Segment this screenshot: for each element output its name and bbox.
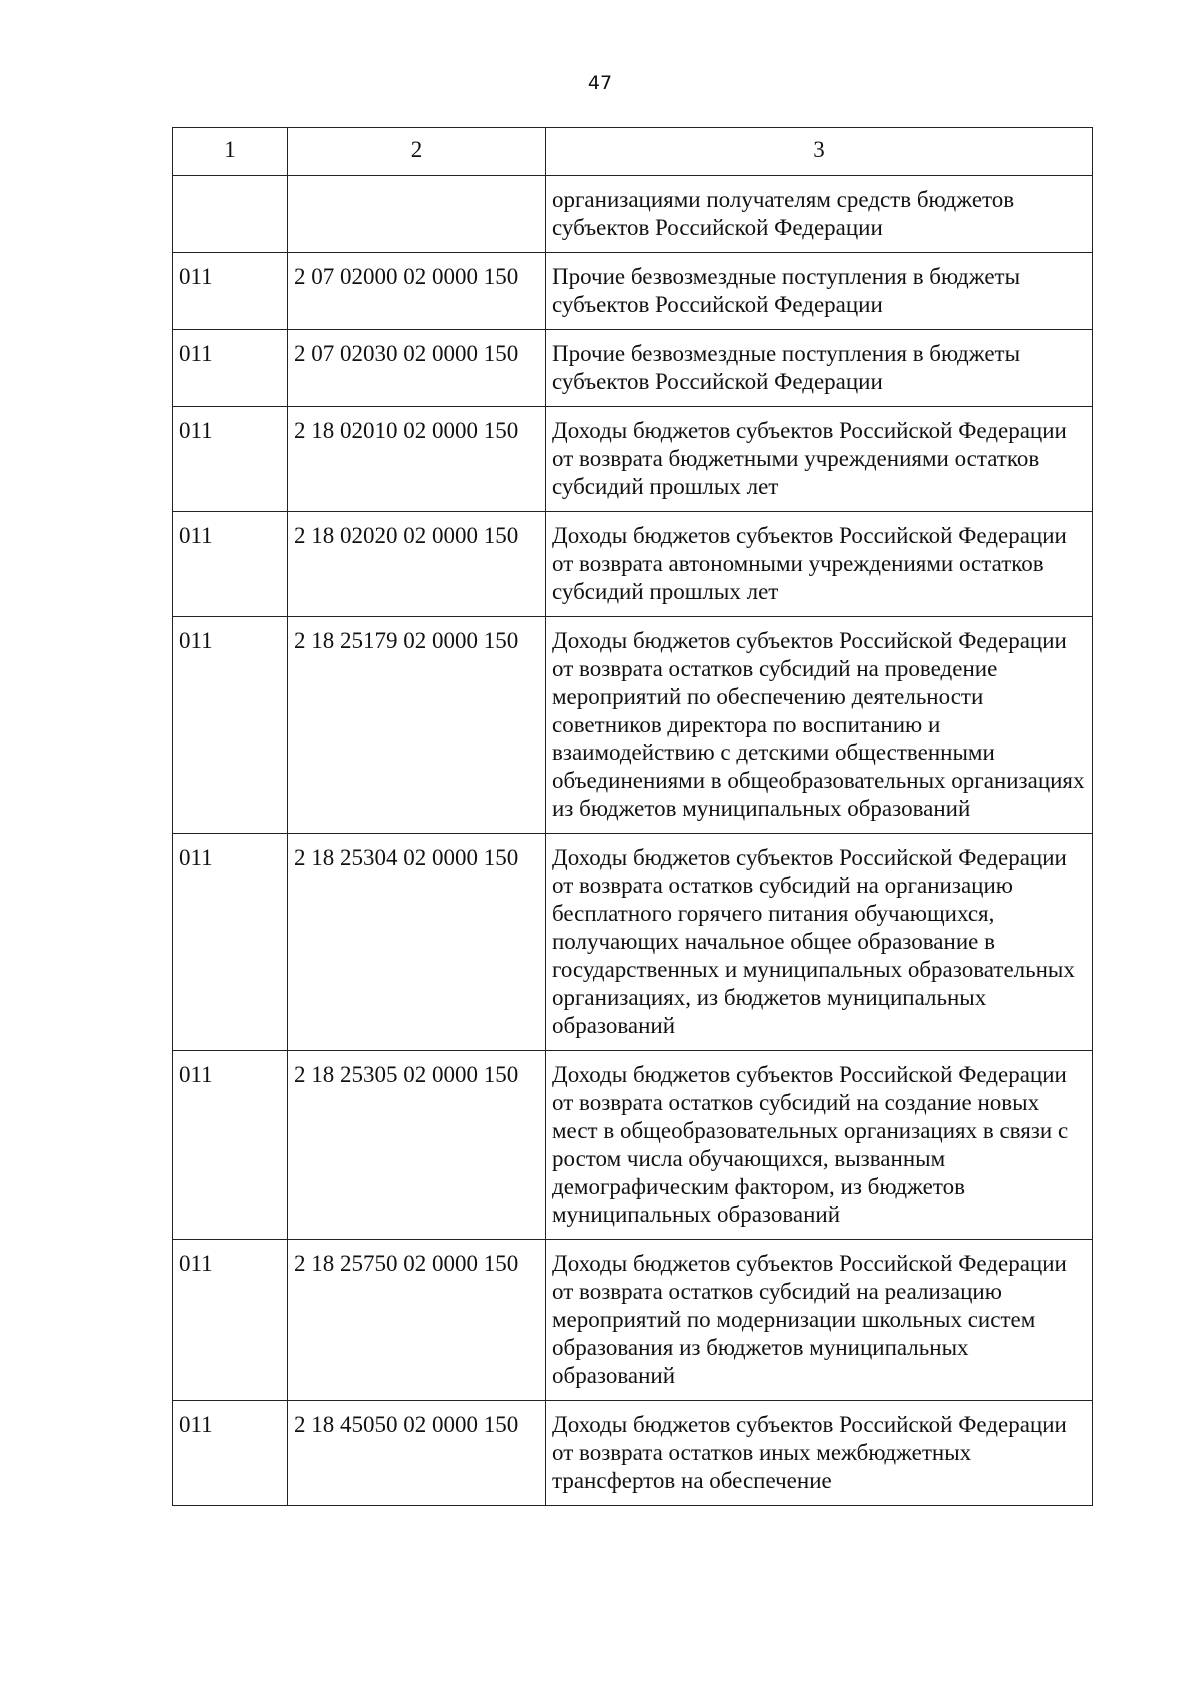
admin-code-cell: 011: [173, 330, 288, 407]
table-row: [173, 1051, 1093, 1240]
revenue-name-cell: организациями получателям средств бюджетов субъектов Российской Федерации: [546, 176, 1093, 253]
admin-code-cell: [173, 176, 288, 253]
table-row: [173, 1240, 1093, 1401]
revenue-name-cell: Доходы бюджетов субъектов Российской Федерации от возврата остатков субсидий на создание новых мест в общеобразовательных организациях в связи с ростом числа обучающихся, вызванным демографическим фактором, из бюджетов муниципальных образований: [546, 1051, 1093, 1240]
admin-code-cell: 011: [173, 617, 288, 834]
revenue-code-cell: 2 18 25304 02 0000 150: [288, 834, 546, 1051]
revenue-code-cell: 2 18 02010 02 0000 150: [288, 407, 546, 512]
revenue-name-cell: Доходы бюджетов субъектов Российской Федерации от возврата остатков иных межбюджетных трансфертов на обеспечение: [546, 1401, 1093, 1506]
table-row: [173, 1401, 1093, 1506]
revenue-code-cell: 2 18 25750 02 0000 150: [288, 1240, 546, 1401]
admin-code-cell: 011: [173, 1401, 288, 1506]
header-col-1: 1: [173, 128, 288, 176]
revenue-code-cell: 2 07 02030 02 0000 150: [288, 330, 546, 407]
admin-code-cell: 011: [173, 1240, 288, 1401]
table-row: [173, 617, 1093, 834]
revenue-name-cell: Доходы бюджетов субъектов Российской Федерации от возврата остатков субсидий на реализацию мероприятий по модернизации школьных систем образования из бюджетов муниципальных образований: [546, 1240, 1093, 1401]
revenue-code-cell: [288, 176, 546, 253]
admin-code-cell: 011: [173, 834, 288, 1051]
revenue-name-cell: Доходы бюджетов субъектов Российской Федерации от возврата автономными учреждениями остатков субсидий прошлых лет: [546, 512, 1093, 617]
header-col-3: 3: [546, 128, 1093, 176]
revenue-codes-table: [172, 127, 1093, 1506]
revenue-name-cell: Доходы бюджетов субъектов Российской Федерации от возврата остатков субсидий на проведение мероприятий по обеспечению деятельности советников директора по воспитанию и взаимодействию с детскими общественными объединениями в общеобразовательных организациях из бюджетов муниципальных образований: [546, 617, 1093, 834]
table-row: [173, 512, 1093, 617]
table-body: [173, 176, 1093, 1506]
revenue-code-cell: 2 18 02020 02 0000 150: [288, 512, 546, 617]
table-header: [173, 128, 1093, 176]
revenue-code-cell: 2 07 02000 02 0000 150: [288, 253, 546, 330]
revenue-name-cell: Доходы бюджетов субъектов Российской Федерации от возврата остатков субсидий на организацию бесплатного горячего питания обучающихся, получающих начальное общее образование в государственных и муниципальных образовательных организациях, из бюджетов муниципальных образований: [546, 834, 1093, 1051]
revenue-name-cell: Прочие безвозмездные поступления в бюджеты субъектов Российской Федерации: [546, 330, 1093, 407]
table-row: [173, 834, 1093, 1051]
table-row: [173, 253, 1093, 330]
admin-code-cell: 011: [173, 253, 288, 330]
admin-code-cell: 011: [173, 407, 288, 512]
admin-code-cell: 011: [173, 512, 288, 617]
header-col-2: 2: [288, 128, 546, 176]
revenue-name-cell: Прочие безвозмездные поступления в бюджеты субъектов Российской Федерации: [546, 253, 1093, 330]
revenue-name-cell: Доходы бюджетов субъектов Российской Федерации от возврата бюджетными учреждениями остатков субсидий прошлых лет: [546, 407, 1093, 512]
revenue-code-cell: 2 18 25179 02 0000 150: [288, 617, 546, 834]
revenue-code-cell: 2 18 45050 02 0000 150: [288, 1401, 546, 1506]
table-row: [173, 330, 1093, 407]
page-number: 47: [587, 72, 613, 94]
header-row: [173, 128, 1093, 176]
admin-code-cell: 011: [173, 1051, 288, 1240]
revenue-code-cell: 2 18 25305 02 0000 150: [288, 1051, 546, 1240]
table-row: [173, 176, 1093, 253]
table-row: [173, 407, 1093, 512]
